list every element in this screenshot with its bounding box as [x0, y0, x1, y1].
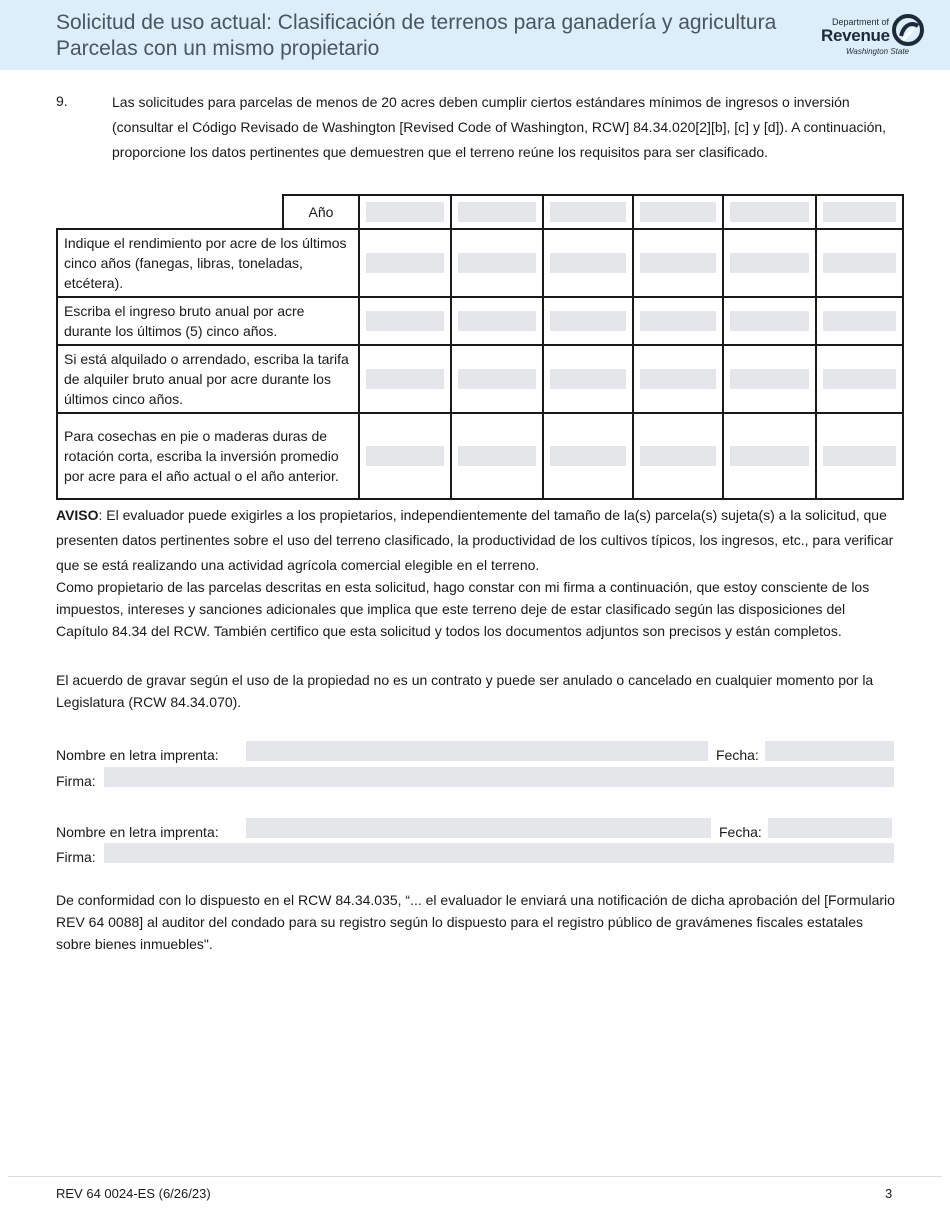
- data-cell: [723, 297, 816, 345]
- year-6-field[interactable]: [823, 202, 896, 222]
- year-cell: [723, 195, 816, 229]
- data-cell: [723, 413, 816, 499]
- year-row: [57, 195, 903, 229]
- signature-field-2[interactable]: [104, 843, 894, 863]
- logo-state-text: Washington State: [846, 47, 910, 56]
- data-cell: [359, 297, 451, 345]
- table-row: [57, 297, 903, 345]
- rental-field[interactable]: [640, 369, 716, 389]
- gross-income-field[interactable]: [823, 311, 896, 331]
- data-cell: [543, 413, 633, 499]
- date-field-2[interactable]: [768, 818, 892, 838]
- data-cell: [359, 229, 451, 297]
- page-number: 3: [885, 1186, 893, 1201]
- year-3-field[interactable]: [550, 202, 626, 222]
- rental-field[interactable]: [730, 369, 809, 389]
- title-line-1: Solicitud de uso actual: Clasificación de terrenos para ganadería y agricultura: [56, 11, 777, 34]
- investment-field[interactable]: [550, 446, 626, 466]
- year-4-field[interactable]: [640, 202, 716, 222]
- data-cell: [359, 345, 451, 413]
- data-cell: [451, 345, 543, 413]
- row-label-yield: Indique el rendimiento por acre de los últimos cinco años (fanegas, libras, toneladas, etcétera).: [57, 229, 359, 297]
- row-label-investment: Para cosechas en pie o maderas duras de rotación corta, escriba la inversión promedio por acre para el año actual o el año anterior.: [57, 413, 359, 499]
- year-5-field[interactable]: [730, 202, 809, 222]
- year-1-field[interactable]: [366, 202, 444, 222]
- investment-field[interactable]: [458, 446, 536, 466]
- data-cell: [543, 229, 633, 297]
- notice-paragraph: [56, 503, 901, 578]
- data-cell: [451, 229, 543, 297]
- notice-text: : El evaluador puede exigirles a los propietarios, independientemente del tamaño de la(s) parcela(s) sujeta(s) a la solicitud, que presenten datos pertinentes sobre el uso del terreno clasificado, la productividad de los cultivos típicos, los ingresos, etc., para verificar que se está realizando una actividad agrícola comercial elegible en el terreno.: [56, 507, 894, 573]
- rental-field[interactable]: [550, 369, 626, 389]
- yield-field[interactable]: [550, 253, 626, 273]
- data-cell: [816, 413, 903, 499]
- data-cell: [543, 345, 633, 413]
- item-9-text: Las solicitudes para parcelas de menos de 20 acres deben cumplir ciertos estándares mínimos de ingresos o inversión (consultar el Código Revisado de Washington [Revised Code of Washington, RCW] 84.34.020[2][b], [c] y [d]). A continuación, proporcione los datos pertinentes que demuestren que el terreno reúne los requisitos para ser clasificado.: [112, 94, 887, 160]
- certification-paragraph: Como propietario de las parcelas descritas en esta solicitud, hago constar con mi firma a continuación, que estoy consciente de los impuestos, intereses y sanciones adicionales que implica que este terreno deje de estar clasificado según las disposiciones del Capítulo 84.34 del RCW. También certifico que esta solicitud y todos los documentos adjuntos son precisos y están completos.: [56, 579, 870, 639]
- signature-label-1: Firma:: [56, 773, 96, 789]
- conformity-paragraph: De conformidad con lo dispuesto en el RCW 84.34.035, “... el evaluador le enviará una notificación de dicha aprobación del [Formulario REV 64 0088] al auditor del condado para su registro según lo dispuesto para el registro público de gravámenes fiscales estatales sobre bienes inmuebles".: [56, 892, 895, 952]
- dor-logo: [820, 14, 930, 60]
- data-cell: [816, 229, 903, 297]
- name-label-1: Nombre en letra imprenta:: [56, 747, 219, 763]
- date-label-1: Fecha:: [716, 747, 759, 763]
- data-cell: [451, 413, 543, 499]
- rental-field[interactable]: [458, 369, 536, 389]
- data-cell: [723, 345, 816, 413]
- yield-income-table: [56, 194, 904, 500]
- investment-field[interactable]: [640, 446, 716, 466]
- date-field-1[interactable]: [765, 741, 894, 761]
- rental-field[interactable]: [366, 369, 444, 389]
- logo-dept-text: Department of: [832, 17, 890, 27]
- gross-income-field[interactable]: [640, 311, 716, 331]
- yield-field[interactable]: [458, 253, 536, 273]
- data-cell: [633, 345, 723, 413]
- form-id: REV 64 0024-ES (6/26/23): [56, 1186, 211, 1201]
- wa-revenue-logo-icon: [892, 14, 924, 46]
- table-row: [57, 413, 903, 499]
- row-label-rental: Si está alquilado o arrendado, escriba la tarifa de alquiler bruto anual por acre durante los últimos cinco años.: [57, 345, 359, 413]
- rental-field[interactable]: [823, 369, 896, 389]
- row-label-gross-income: Escriba el ingreso bruto anual por acre durante los últimos (5) cinco años.: [57, 297, 359, 345]
- gross-income-field[interactable]: [730, 311, 809, 331]
- data-cell: [816, 297, 903, 345]
- date-label-2: Fecha:: [719, 824, 762, 840]
- print-name-field-1[interactable]: [246, 741, 708, 761]
- table-row: [57, 345, 903, 413]
- yield-field[interactable]: [730, 253, 809, 273]
- signature-label-2: Firma:: [56, 849, 96, 865]
- gross-income-field[interactable]: [458, 311, 536, 331]
- footer-divider: [8, 1176, 942, 1177]
- year-cell: [633, 195, 723, 229]
- year-cell: [359, 195, 451, 229]
- year-cell: [543, 195, 633, 229]
- yield-field[interactable]: [640, 253, 716, 273]
- notice-label: AVISO: [56, 507, 99, 523]
- data-cell: [359, 413, 451, 499]
- data-cell: [816, 345, 903, 413]
- year-cell: [816, 195, 903, 229]
- agreement-paragraph: El acuerdo de gravar según el uso de la propiedad no es un contrato y puede ser anulado o cancelado en cualquier momento por la Legislatura (RCW 84.34.070).: [56, 672, 874, 710]
- gross-income-field[interactable]: [550, 311, 626, 331]
- name-label-2: Nombre en letra imprenta:: [56, 824, 219, 840]
- data-cell: [451, 297, 543, 345]
- page-header: [0, 0, 950, 70]
- gross-income-field[interactable]: [366, 311, 444, 331]
- signature-field-1[interactable]: [104, 767, 894, 787]
- page-title: [56, 10, 776, 62]
- investment-field[interactable]: [366, 446, 444, 466]
- blank-cell: [57, 195, 283, 229]
- print-name-field-2[interactable]: [246, 818, 711, 838]
- investment-field[interactable]: [823, 446, 896, 466]
- year-label: Año: [283, 195, 359, 229]
- data-cell: [543, 297, 633, 345]
- data-cell: [723, 229, 816, 297]
- title-line-2: Parcelas con un mismo propietario: [56, 37, 380, 60]
- yield-field[interactable]: [366, 253, 444, 273]
- data-cell: [633, 297, 723, 345]
- data-cell: [633, 229, 723, 297]
- year-cell: [451, 195, 543, 229]
- investment-field[interactable]: [730, 446, 809, 466]
- data-cell: [633, 413, 723, 499]
- table-row: [57, 229, 903, 297]
- logo-name-text: Revenue: [821, 26, 890, 45]
- yield-field[interactable]: [823, 253, 896, 273]
- item-number: 9.: [56, 93, 68, 109]
- year-2-field[interactable]: [458, 202, 536, 222]
